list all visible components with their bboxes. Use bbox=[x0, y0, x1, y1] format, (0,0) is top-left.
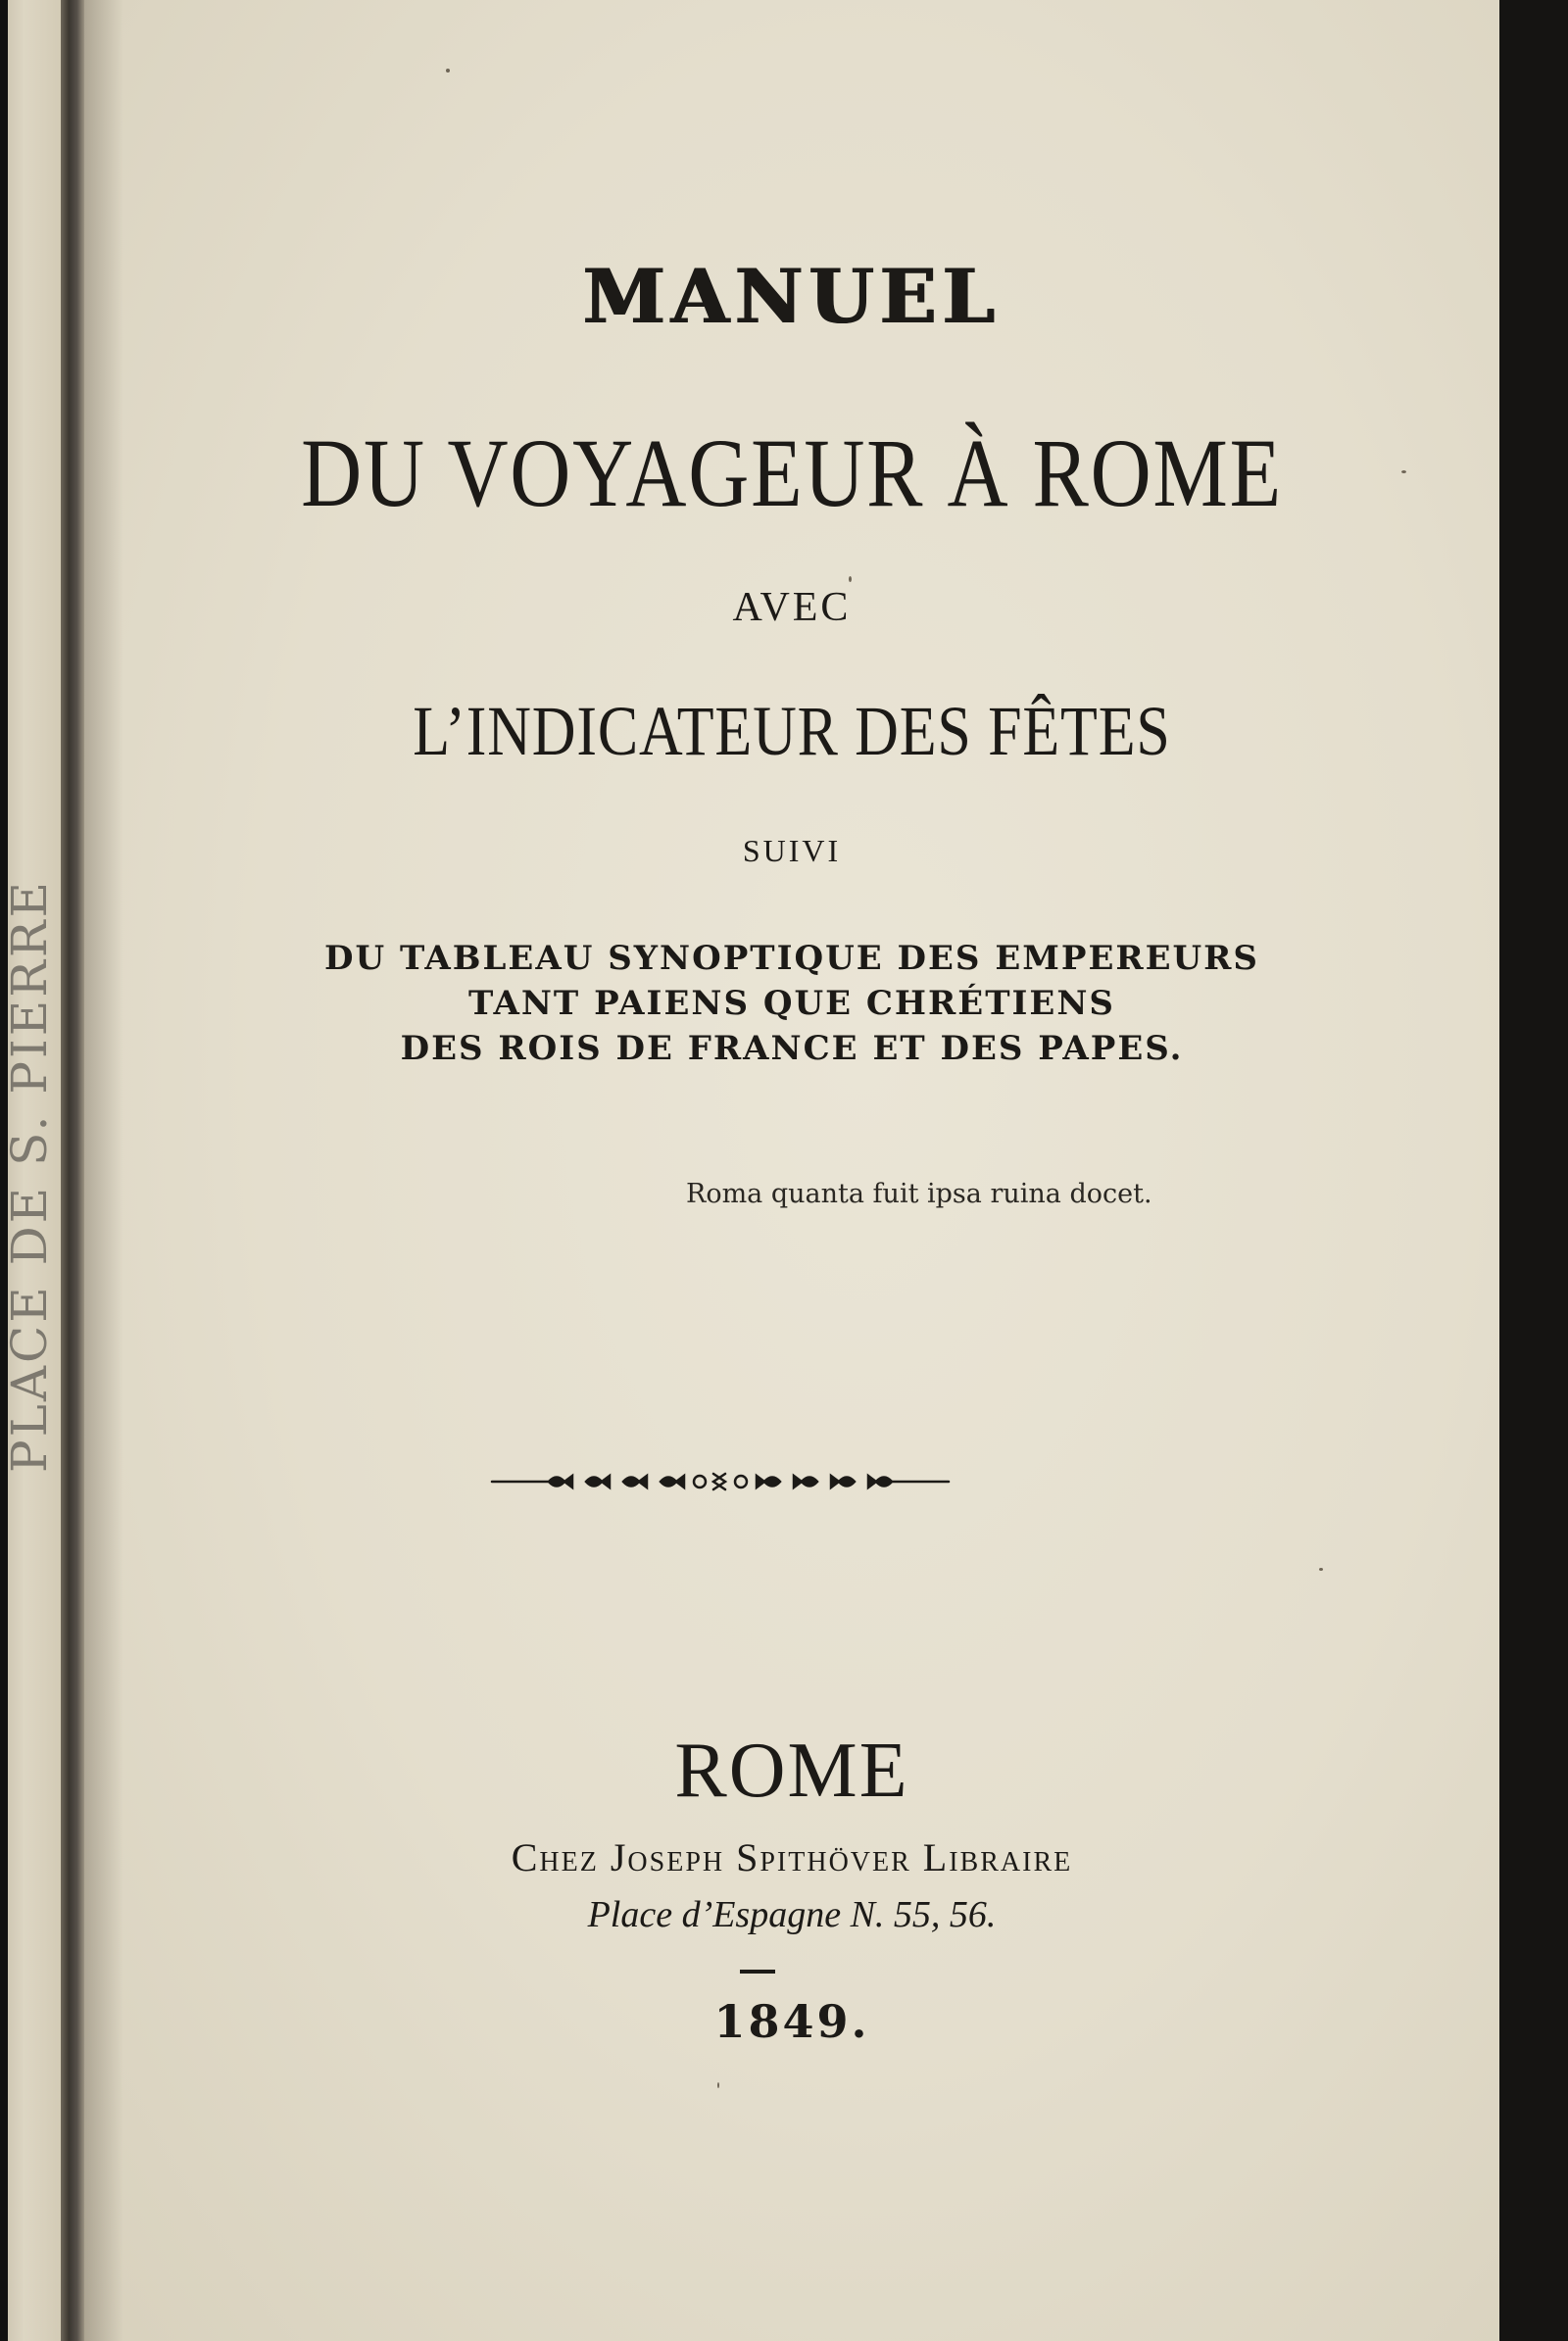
title-suivi: SUIVI bbox=[742, 833, 842, 868]
subtitle-line: DES ROIS DE FRANCE ET DES PAPES. bbox=[400, 1029, 1184, 1068]
paper-speck bbox=[717, 2082, 719, 2088]
spine-label: PLACE DE S. PIERRE bbox=[1, 878, 58, 1474]
separator-dash bbox=[740, 1970, 775, 1974]
subtitle-line: TANT PAIENS QUE CHRÉTIENS bbox=[468, 984, 1115, 1023]
title-manuel: MANUEL bbox=[582, 253, 1002, 340]
title-avec: AVEC bbox=[732, 585, 852, 630]
main-title: DU VOYAGEUR À ROME bbox=[301, 418, 1283, 527]
page-shadow bbox=[84, 0, 123, 2341]
imprint-year: 1849. bbox=[713, 1995, 870, 2048]
title-page bbox=[84, 0, 1499, 2341]
subtitle bbox=[84, 936, 1499, 1071]
paper-speck bbox=[446, 69, 450, 73]
paper-speck bbox=[1401, 470, 1406, 473]
imprint-address: Place d’Espagne N. 55, 56. bbox=[587, 1894, 997, 1935]
book-gutter bbox=[61, 0, 84, 2341]
paper-speck bbox=[849, 576, 852, 582]
imprint-publisher: Chez Joseph Spithöver Libraire bbox=[511, 1835, 1073, 1879]
latin-motto: Roma quanta fuit ipsa ruina docet. bbox=[686, 1179, 1152, 1209]
scan-border-right bbox=[1499, 0, 1568, 2341]
subtitle-line: DU TABLEAU SYNOPTIQUE DES EMPEREURS bbox=[324, 939, 1259, 978]
title-indicateur: L’INDICATEUR DES FÊTES bbox=[413, 692, 1171, 770]
imprint-city: ROME bbox=[674, 1728, 909, 1814]
paper-speck bbox=[1319, 1568, 1323, 1571]
spine-label-area bbox=[2, 823, 57, 1529]
decorative-rule-icon bbox=[490, 1464, 951, 1499]
